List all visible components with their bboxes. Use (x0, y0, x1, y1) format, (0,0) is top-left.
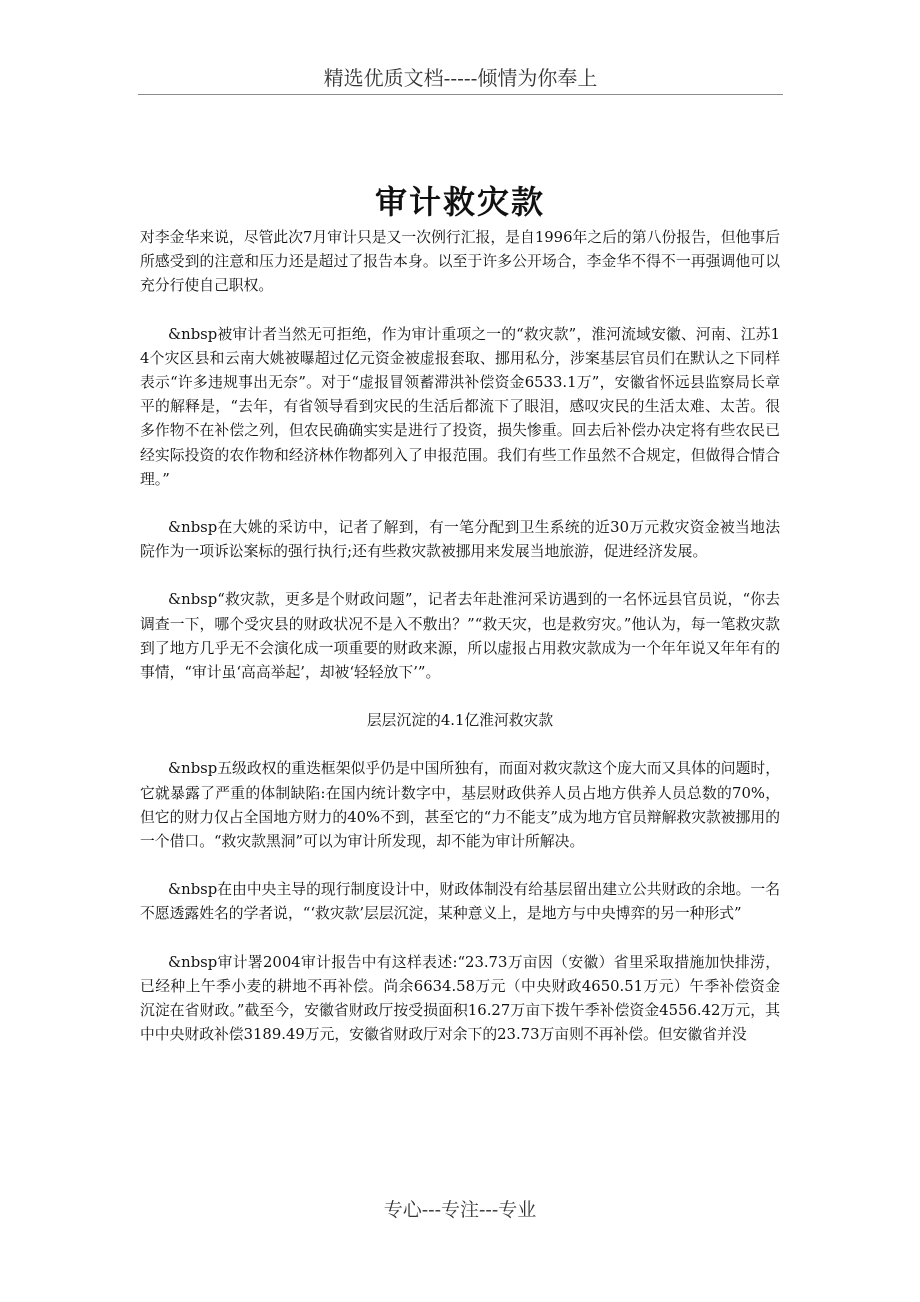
paragraph: &nbsp“救灾款，更多是个财政问题”，记者去年赴淮河采访遇到的一名怀远县官员说，“你去调查一下，哪个受灾县的财政状况不是入不敷出？”“救天灾，也是救穷灾。”他认为，每一笔救灾款到了地方几乎无不会演化成一项重要的财政来源，所以虚报占用救灾款成为一个年年说又年年有的事情，“审计虽‘高高举起’，却被‘轻轻放下’”。 (140, 591, 780, 682)
paragraph-intro: 对李金华来说，尽管此次7月审计只是又一次例行汇报，是自1996年之后的第八份报告，但他事后所感受到的注意和压力还是超过了报告本身。以至于许多公开场合，李金华不得不一再强调他可以充分行使自己职权。 (140, 229, 780, 295)
footer-text: 专心---专注---专业 (383, 1199, 537, 1221)
paragraph: &nbsp审计署2004审计报告中有这样表述:“23.73万亩因（安徽）省里采取措施加快排涝，已经种上午季小麦的耕地不再补偿。尚余6634.58万元（中央财政4650.51万元）午季补偿资金沉淀在省财政。”截至今，安徽省财政厅按受损面积16.27万亩下拨午季补偿资金4556.42万元，其中中央财政补偿3189.49万元，安徽省财政厅对余下的23.73万亩则不再补偿。但安徽省并没 (140, 953, 780, 1044)
page-header (138, 62, 783, 95)
paragraph: &nbsp被审计者当然无可拒绝，作为审计重项之一的“救灾款”，淮河流域安徽、河南、江苏14个灾区县和云南大姚被曝超过亿元资金被虚报套取、挪用私分，涉案基层官员们在默认之下同样表示“许多违规事出无奈”。对于“虚报冒领蓄滞洪补偿资金6533.1万”，安徽省怀远县监察局长章平的解释是，“去年，有省领导看到灾民的生活后都流下了眼泪，感叹灾民的生活太难、太苦。很多作物不在补偿之列，但农民确确实实是进行了投资，损失惨重。回去后补偿办决定将有些农民已经实际投资的农作物和经济林作物都列入了申报范围。我们有些工作虽然不合规定，但做得合情合理。” (140, 325, 780, 488)
document-title: 审计救灾款 (374, 183, 545, 222)
section-subheading: 层层沉淀的4.1亿淮河救灾款 (366, 712, 554, 730)
paragraph: &nbsp五级政权的重迭框架似乎仍是中国所独有，而面对救灾款这个庞大而又具体的问题时，它就暴露了严重的体制缺陷:在国内统计数字中，基层财政供养人员占地方供养人员总数的70%，但它的财力仅占全国地方财力的40%不到，甚至它的“力不能支”成为地方官员辩解救灾款被挪用的一个借口。“救灾款黑洞”可以为审计所发现，却不能为审计所解决。 (140, 760, 780, 851)
paragraph: &nbsp在大姚的采访中，记者了解到，有一笔分配到卫生系统的近30万元救灾资金被当地法院作为一项诉讼案标的强行执行;还有些救灾款被挪用来发展当地旅游，促进经济发展。 (140, 519, 780, 561)
page-footer (0, 1195, 920, 1225)
paragraph: &nbsp在由中央主导的现行制度设计中，财政体制没有给基层留出建立公共财政的余地。一名不愿透露姓名的学者说，“‘救灾款’层层沉淀，某种意义上，是地方与中央博弈的另一种形式” (140, 881, 780, 923)
header-text: 精选优质文档-----倾情为你奉上 (323, 66, 598, 90)
document-body (140, 226, 780, 1047)
